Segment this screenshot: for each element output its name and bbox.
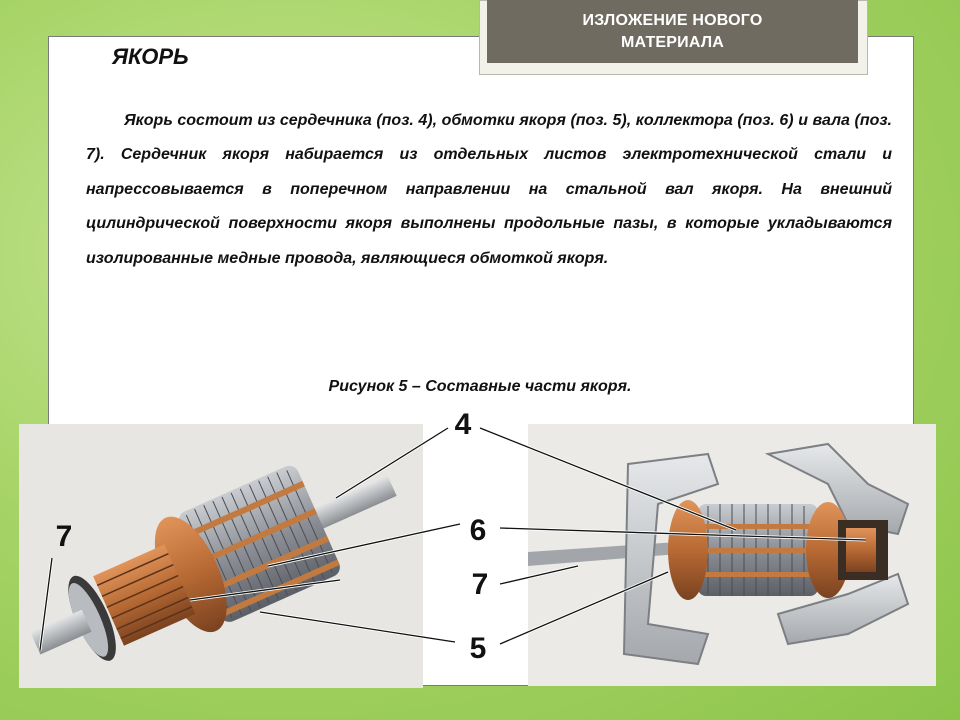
callout-shaft-left-7: 7 <box>55 520 73 553</box>
armature-illustration-right <box>528 424 936 686</box>
body-paragraph: Якорь состоит из сердечника (поз. 4), обмотки якоря (поз. 5), коллектора (поз. 6) и вала (поз. 7). Сердечник якоря набирается из отдельных листов электротехнической стали и напрессовывается в поперечном направлении на стальной вал якоря. На внешний цилиндрической поверхности якоря выполнены продольные пазы, в которые укладываются изолированные медные провода, являющиеся обмоткой якоря. <box>86 112 892 267</box>
page-heading: ЯКОРЬ <box>112 44 189 69</box>
armature-illustration-left <box>19 424 423 688</box>
section-badge <box>487 0 858 63</box>
callout-core-4: 4 <box>454 408 472 441</box>
callout-winding-5: 5 <box>469 632 487 665</box>
armature-photo-left <box>19 424 423 688</box>
callout-commutator-6: 6 <box>469 514 487 547</box>
section-badge-text: ИЗЛОЖЕНИЕ НОВОГО МАТЕРИАЛА <box>582 11 763 51</box>
armature-photo-right <box>528 424 936 686</box>
callout-shaft-7: 7 <box>471 568 489 601</box>
figure-caption: Рисунок 5 – Составные части якоря. <box>328 378 632 395</box>
